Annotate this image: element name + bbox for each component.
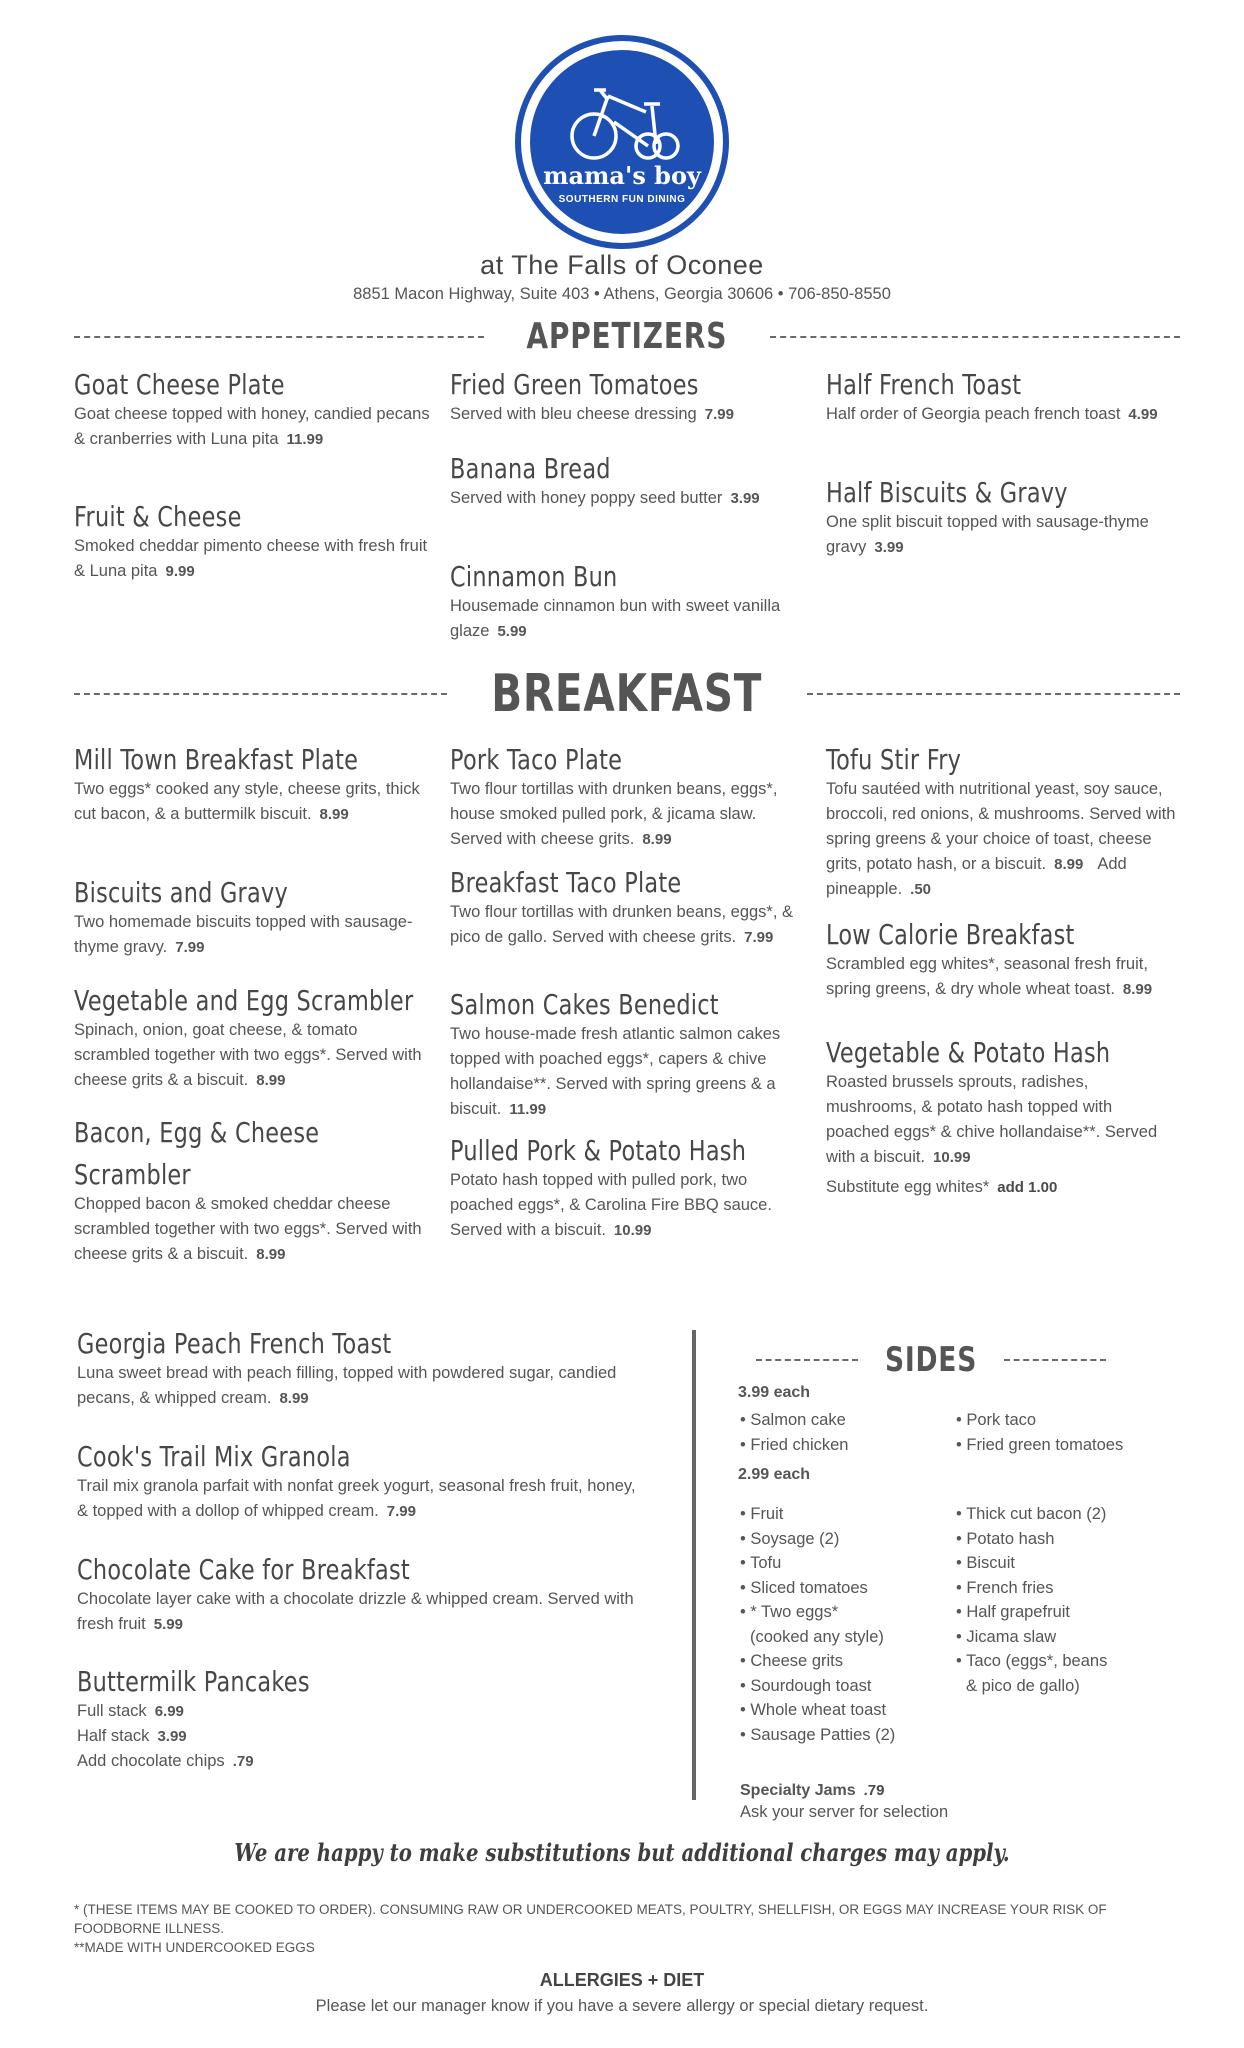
menu-item: Salmon Cakes Benedict Two house-made fresh atlantic salmon cakes topped with poached eggs*, capers & chive hollandaise**. Served with spring greens & a biscuit. 11.99	[450, 988, 781, 1118]
menu-item: Breakfast Taco Plate Two flour tortillas with drunken beans, eggs*, & pico de gallo. Served with cheese grits. 7.99	[450, 866, 794, 946]
menu-item: Half French Toast Half order of Georgia peach french toast 4.99	[826, 368, 1158, 423]
column-divider	[692, 1330, 696, 1800]
sides-price-tier: 2.99 each	[738, 1466, 811, 1483]
menu-item: Vegetable & Potato Hash Roasted brussels sprouts, radishes, mushrooms, & potato hash topped with poached eggs* & chive hollandaise**. Served with a biscuit. 10.99	[826, 1036, 1158, 1166]
sides-price-tier: 3.99 each	[738, 1384, 811, 1401]
menu-item: Fried Green Tomatoes Served with bleu cheese dressing 7.99	[450, 368, 734, 423]
sides-list: • Pork taco • Fried green tomatoes	[956, 1411, 1124, 1454]
menu-item: Buttermilk Pancakes Full stack 6.99 Half stack 3.99 Add chocolate chips .79	[77, 1665, 310, 1770]
menu-item: Low Calorie Breakfast Scrambled egg whites*, seasonal fresh fruit, spring greens, & dry whole wheat toast. 8.99	[826, 918, 1153, 998]
breakfast-header	[74, 664, 1180, 724]
sides-list: • Salmon cake • Fried chicken	[740, 1411, 849, 1454]
appetizers-title: APPETIZERS	[526, 316, 728, 357]
venue-title: at The Falls of Oconee	[480, 250, 764, 280]
menu-item: Georgia Peach French Toast Luna sweet bread with peach filling, topped with powdered sugar, candied pecans, & whipped cream. 8.99	[77, 1327, 617, 1407]
logo	[514, 34, 730, 250]
menu-item: Tofu Stir Fry Tofu sautéed with nutritional yeast, soy sauce, broccoli, red onions, & mushrooms. Served with spring greens & your choice of toast, cheese grits, potato hash, or a biscuit. 8.99 Add pineapple. .50	[826, 743, 1176, 898]
breakfast-title: BREAKFAST	[491, 664, 763, 724]
logo-name: mama's boy	[543, 161, 701, 190]
menu-item: Vegetable and Egg Scrambler Spinach, onion, goat cheese, & tomato scrambled together with two eggs*. Served with cheese grits & a biscuit. 8.99	[74, 984, 422, 1089]
sides-list: • Thick cut bacon (2) • Potato hash • Biscuit • French fries • Half grapefruit • Jicama slaw • Taco (eggs*, beans & pico de gallo)	[956, 1505, 1108, 1695]
footnote: * (THESE ITEMS MAY BE COOKED TO ORDER). CONSUMING RAW OR UNDERCOOKED MEATS, POULTRY, SHELLFISH, OR EGGS MAY INCREASE YOUR RISK OF FOODBORNE ILLNESS. **MADE WITH UNDERCOOKED EGGS	[74, 1902, 1107, 1955]
menu-item: Half Biscuits & Gravy One split biscuit topped with sausage-thyme gravy 3.99	[826, 476, 1149, 556]
menu-item: Mill Town Breakfast Plate Two eggs* cooked any style, cheese grits, thick cut bacon, & a buttermilk biscuit. 8.99	[74, 743, 420, 823]
logo-tagline: SOUTHERN FUN DINING	[558, 194, 686, 205]
allergies-title: ALLERGIES + DIET	[539, 1970, 705, 1990]
menu-item: Pork Taco Plate Two flour tortillas with drunken beans, eggs*, house smoked pulled pork, & jicama slaw. Served with cheese grits. 8.99	[450, 743, 778, 848]
substitutions-tagline: We are happy to make substitutions but additional charges may apply.	[234, 1838, 1010, 1867]
substitute-note: Substitute egg whites* add 1.00	[826, 1178, 1058, 1196]
menu-item: Biscuits and Gravy Two homemade biscuits topped with sausage-thyme gravy. 7.99	[74, 876, 413, 956]
address: 8851 Macon Highway, Suite 403 • Athens, Georgia 30606 • 706-850-8550	[353, 285, 891, 303]
specialty-jams: Specialty Jams .79 Ask your server for selection	[740, 1782, 949, 1821]
sides-list: • Fruit • Soysage (2) • Tofu • Sliced tomatoes • * Two eggs* (cooked any style) • Cheese grits • Sourdough toast • Whole wheat toast • Sausage Patties (2)	[740, 1505, 896, 1744]
sides-title: SIDES	[884, 1340, 978, 1380]
sides-header	[756, 1340, 1106, 1380]
menu-item: Fruit & Cheese Smoked cheddar pimento cheese with fresh fruit & Luna pita 9.99	[74, 500, 428, 580]
menu-item: Banana Bread Served with honey poppy seed butter 3.99	[450, 452, 760, 507]
appetizers-header	[74, 316, 1180, 357]
menu-item: Cinnamon Bun Housemade cinnamon bun with sweet vanilla glaze 5.99	[450, 560, 781, 640]
menu-item: Chocolate Cake for Breakfast Chocolate layer cake with a chocolate drizzle & whipped cream. Served with fresh fruit 5.99	[77, 1553, 634, 1633]
menu-item: Bacon, Egg & Cheese Scrambler Chopped bacon & smoked cheddar cheese scrambled together with two eggs*. Served with cheese grits & a biscuit. 8.99	[74, 1116, 422, 1263]
menu-item: Cook's Trail Mix Granola Trail mix granola parfait with nonfat greek yogurt, seasonal fresh fruit, honey, & topped with a dollop of whipped cream. 7.99	[77, 1440, 636, 1520]
allergies-text: Please let our manager know if you have a severe allergy or special dietary request.	[315, 1997, 929, 2015]
menu-item: Pulled Pork & Potato Hash Potato hash topped with pulled pork, two poached eggs*, & Carolina Fire BBQ sauce. Served with a biscuit. 10.99	[450, 1134, 772, 1239]
menu-item: Goat Cheese Plate Goat cheese topped with honey, candied pecans & cranberries with Luna pita 11.99	[74, 368, 430, 448]
